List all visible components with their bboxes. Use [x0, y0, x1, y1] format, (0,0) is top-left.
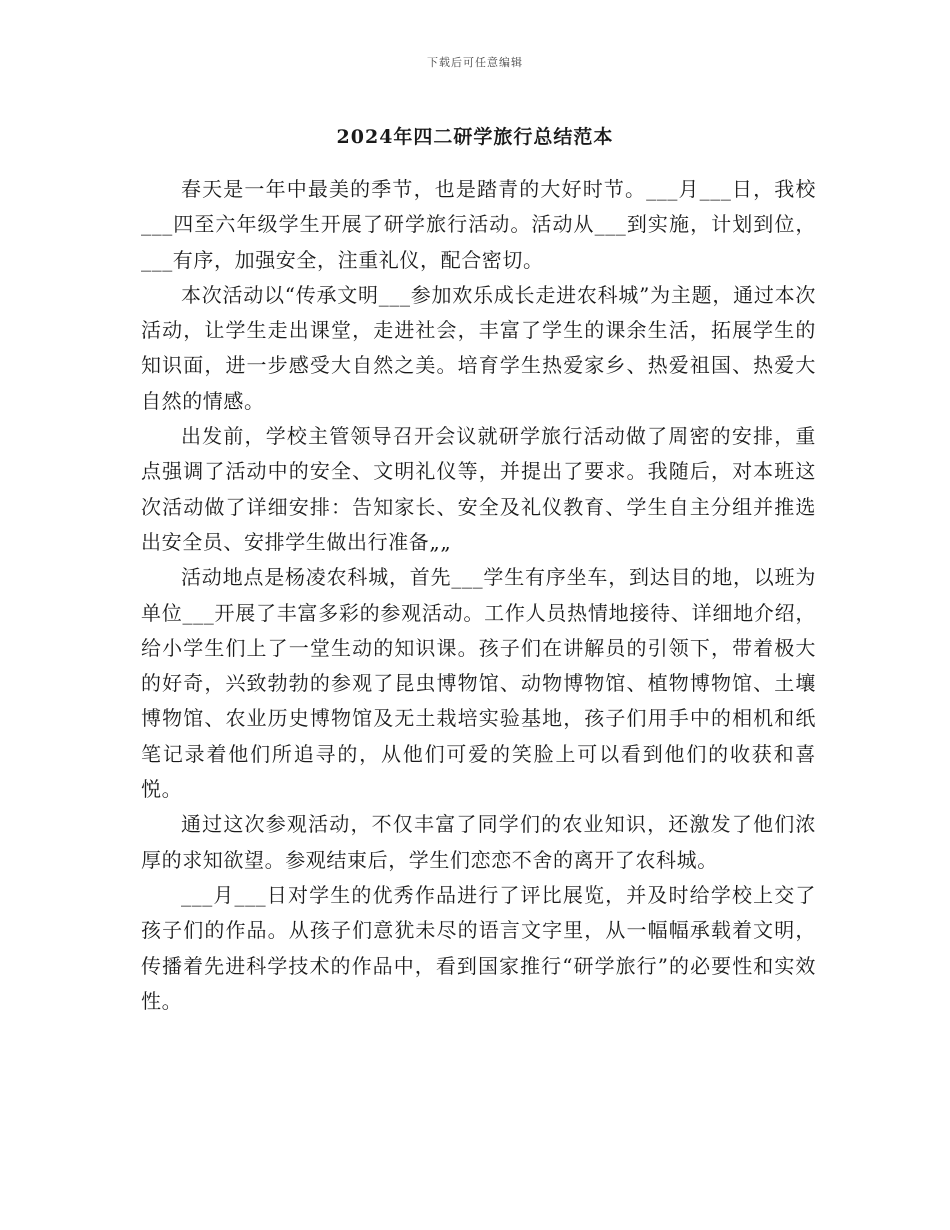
paragraph: 本次活动以“传承文明___参加欢乐成长走进农科城”为主题，通过本次活动，让学生走出课堂，走进社会，丰富了学生的课余生活，拓展学生的知识面，进一步感受大自然之美。培育学生热爱家乡、热爱祖国、热爱大自然的情感。: [141, 282, 816, 413]
paragraph: 出发前，学校主管领导召开会议就研学旅行活动做了周密的安排，重点强调了活动中的安全、文明礼仪等，并提出了要求。我随后，对本班这次活动做了详细安排：告知家长、安全及礼仪教育、学生自主分组并推选出安全员、安排学生做出行准备„„: [141, 424, 816, 554]
header-note: 下载后可任意编辑: [427, 56, 523, 69]
paragraph: 活动地点是杨凌农科城，首先___学生有序坐车，到达目的地，以班为单位___开展了丰富多彩的参观活动。工作人员热情地接待、详细地介绍，给小学生们上了一堂生动的知识课。孩子们在讲解员的引领下，带着极大的好奇，兴致勃勃的参观了昆虫博物馆、动物博物馆、植物博物馆、土壤博物馆、农业历史博物馆及无土栽培实验基地，孩子们用手中的相机和纸笔记录着他们所追寻的，从他们可爱的笑脸上可以看到他们的收获和喜悦。: [141, 565, 816, 802]
paragraph: ___月___日对学生的优秀作品进行了评比展览，并及时给学校上交了孩子们的作品。从孩子们意犹未尽的语言文字里，从一幅幅承载着文明，传播着先进科学技术的作品中，看到国家推行“研学旅行”的必要性和实效性。: [141, 882, 816, 1013]
document-body: [141, 172, 816, 1019]
paragraph: 通过这次参观活动，不仅丰富了同学们的农业知识，还激发了他们浓厚的求知欲望。参观结束后，学生们恋恋不舍的离开了农科城。: [141, 812, 816, 872]
document-title: 2024年四二研学旅行总结范本: [336, 126, 614, 148]
paragraph: 春天是一年中最美的季节，也是踏青的大好时节。___月___日，我校___四至六年级学生开展了研学旅行活动。活动从___到实施，计划到位，___有序，加强安全，注重礼仪，配合密切。: [141, 177, 816, 272]
